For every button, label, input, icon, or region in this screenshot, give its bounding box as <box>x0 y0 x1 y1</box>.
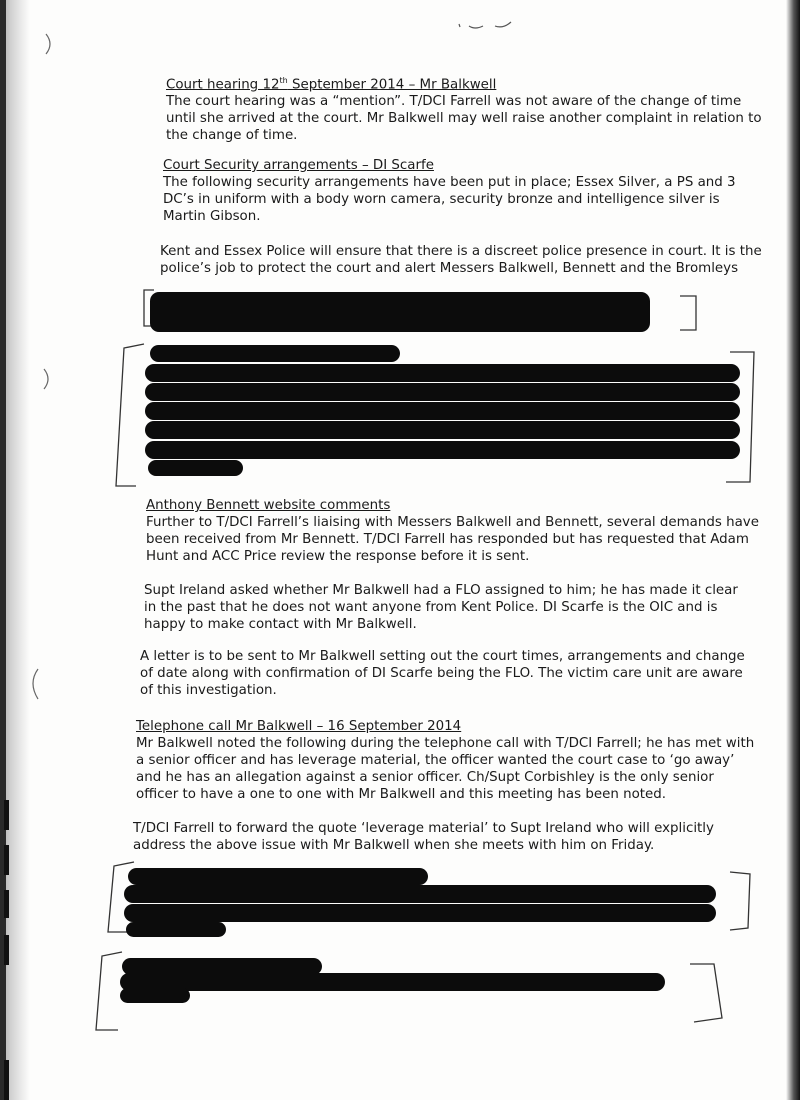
telephone-body-2-block <box>133 820 743 854</box>
security-section <box>163 157 763 225</box>
website-section <box>146 497 766 565</box>
binder-mark <box>4 890 9 918</box>
telephone-body-2: T/DCI Farrell to forward the quote ‘leverage material’ to Supt Ireland who will explicitly address the above issue with Mr Balkwell when she meets with him on Friday. <box>133 821 714 853</box>
margin-paren <box>40 30 60 60</box>
binder-mark <box>4 845 9 875</box>
redaction-bar <box>145 364 740 382</box>
security-body-2: Kent and Essex Police will ensure that there is a discreet police presence in court. It is the police’s job to protect the court and alert Messers Balkwell, Bennett and the Bromleys <box>160 244 762 276</box>
redaction-bracket <box>726 868 758 934</box>
redaction-bar <box>145 421 740 439</box>
margin-paren <box>26 665 46 705</box>
website-body: Further to T/DCI Farrell’s liaising with Messers Balkwell and Bennett, several demands have been received from Mr Bennett. T/DCI Farrell has responded but has requested that Adam Hunt and ACC Price review the response before it is sent. <box>146 515 759 564</box>
scan-edge-right <box>786 0 800 1100</box>
redaction-bar <box>120 988 190 1003</box>
security-body-2-block <box>160 243 770 277</box>
redaction-bar <box>120 973 665 991</box>
website-body-2-block <box>144 582 754 633</box>
website-body-3-block <box>140 648 750 699</box>
binder-mark <box>4 1060 9 1100</box>
security-body: The following security arrangements have been put in place; Essex Silver, a PS and 3 DC’s in uniform with a body worn camera, security bronze and intelligence silver is Martin Gibson. <box>163 175 736 224</box>
security-heading: Court Security arrangements – DI Scarfe <box>163 158 434 173</box>
redaction-bar <box>150 292 650 332</box>
redaction-bar <box>145 402 740 420</box>
redaction-bar <box>150 345 400 362</box>
binder-mark <box>4 935 9 965</box>
scribble-mark <box>455 14 525 34</box>
telephone-heading: Telephone call Mr Balkwell – 16 September 2014 <box>136 719 462 734</box>
telephone-section <box>136 718 756 803</box>
redaction-bar <box>124 904 716 922</box>
redaction-bracket <box>686 960 728 1026</box>
redaction-bar <box>128 868 428 885</box>
redaction-bracket <box>676 292 702 334</box>
margin-paren <box>38 365 58 395</box>
redaction-bracket <box>720 348 760 488</box>
website-body-2: Supt Ireland asked whether Mr Balkwell had a FLO assigned to him; he has made it clear in the past that he does not want anyone from Kent Police. DI Scarfe is the OIC and is happy to make contact with Mr Balkwell. <box>144 583 738 632</box>
website-body-3: A letter is to be sent to Mr Balkwell setting out the court times, arrangements and change of date along with confirmation of DI Scarfe being the FLO. The victim care unit are aware of this investigation. <box>140 649 745 698</box>
redaction-bar <box>145 383 740 401</box>
website-heading: Anthony Bennett website comments <box>146 498 391 513</box>
binder-mark <box>4 800 9 830</box>
redaction-bar <box>124 885 716 903</box>
court-hearing-heading: Court hearing 12th September 2014 – Mr Balkwell <box>166 76 497 93</box>
court-hearing-section <box>166 72 766 144</box>
redaction-bracket <box>110 340 150 490</box>
redaction-bar <box>126 922 226 937</box>
court-hearing-body: The court hearing was a “mention”. T/DCI Farrell was not aware of the change of time until she arrived at the court. Mr Balkwell may well raise another complaint in relation to the change of time. <box>166 94 762 144</box>
telephone-body: Mr Balkwell noted the following during the telephone call with T/DCI Farrell; he has met with a senior officer and has leverage material, the officer wanted the court case to ‘go away’ and he has an allegation against a senior officer. Ch/Supt Corbishley is the only senior officer to have a one to one with Mr Balkwell and this meeting has been noted. <box>136 736 755 802</box>
redaction-bar <box>148 460 243 476</box>
redaction-bar <box>145 441 740 459</box>
